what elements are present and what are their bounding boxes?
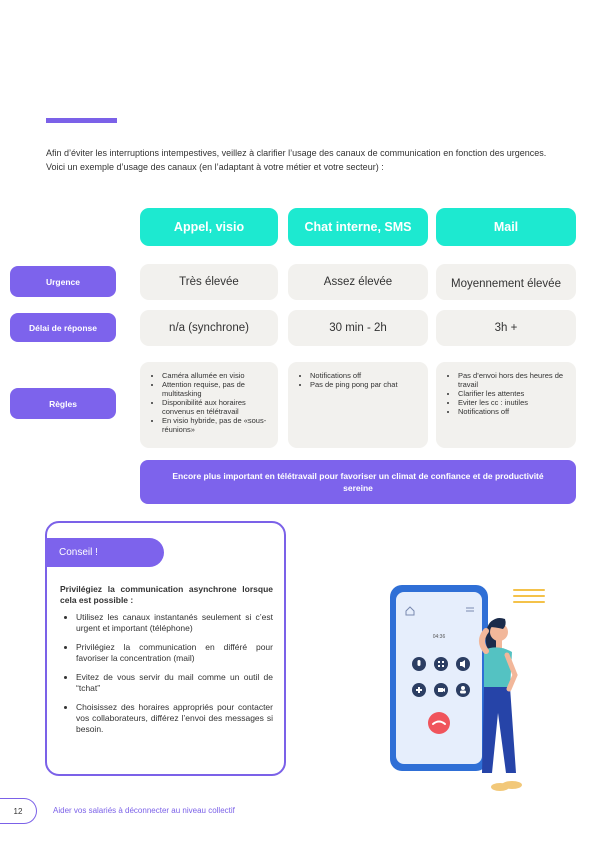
cell-delai-mail: 3h + — [436, 310, 576, 346]
row-label-urgence: Urgence — [10, 266, 116, 297]
phone-screen — [396, 592, 482, 764]
call-time: 04:36 — [432, 634, 446, 640]
list-item: • Clarifier les attentes — [458, 389, 568, 398]
list-item: • Disponibilité aux horaires convenus en télétravail — [162, 398, 270, 416]
woman-figure — [482, 618, 522, 791]
list-item: • Pas de ping pong par chat — [310, 380, 420, 389]
list-item: • Attention requise, pas de multitasking — [162, 380, 270, 398]
column-header-mail: Mail — [436, 208, 576, 246]
list-item: • Caméra allumée en visio — [162, 371, 270, 380]
conseil-title: Privilégiez la communication asynchrone lorsque cela est possible : — [60, 584, 273, 605]
phone-call-illustration — [380, 575, 550, 800]
page-number: 12 — [0, 798, 37, 824]
cell-urgence-chat: Assez élevée — [288, 264, 428, 300]
cell-delai-call: n/a (synchrone) — [140, 310, 278, 346]
list-item: • Notifications off — [310, 371, 420, 380]
decor-lines — [514, 590, 544, 602]
conseil-item: • Choisissez des horaires appropriés pour contacter vos collaborateurs, différez l’envoi des messages si besoin. — [76, 702, 273, 735]
list-item: • En visio hybride, pas de «sous-réunions» — [162, 416, 270, 434]
accent-bar — [46, 118, 117, 123]
conseil-item: • Privilégiez la communication en différé pour favoriser la concentration (mail) — [76, 642, 273, 664]
column-header-chat: Chat interne, SMS — [288, 208, 428, 246]
cell-regles-call — [140, 362, 278, 448]
cell-urgence-mail: Moyennement élevée — [436, 264, 576, 300]
conseil-tab: Conseil ! — [45, 538, 164, 567]
hang-up-icon — [428, 712, 450, 734]
intro-paragraph: Afin d’éviter les interruptions intempestives, veillez à clarifier l’usage des canaux de communication en fonction des urgences. Voici un exemple d’usage des canaux (en l’adaptant à votre métier et votre secteur) : — [46, 148, 547, 172]
list-item: • Pas d’envoi hors des heures de travail — [458, 371, 568, 389]
banner-text: Encore plus important en télétravail pour favoriser un climat de confiance et de productivité sereine — [172, 471, 544, 493]
column-header-call: Appel, visio — [140, 208, 278, 246]
cell-delai-chat: 30 min - 2h — [288, 310, 428, 346]
telework-banner — [140, 460, 576, 504]
row-label-delai: Délai de réponse — [10, 313, 116, 342]
keypad-icon — [434, 657, 448, 671]
row-label-regles: Règles — [10, 388, 116, 419]
footer-title: Aider vos salariés à déconnecter au niveau collectif — [53, 806, 235, 815]
conseil-item: • Evitez de vous servir du mail comme un outil de “tchat” — [76, 672, 273, 694]
cell-urgence-call: Très élevée — [140, 264, 278, 300]
conseil-item: • Utilisez les canaux instantanés seulement si c’est urgent et important (téléphone) — [76, 612, 273, 634]
list-item: • Notifications off — [458, 407, 568, 416]
list-item: • Eviter les cc : inutiles — [458, 398, 568, 407]
cell-regles-mail — [436, 362, 576, 448]
conseil-list — [60, 612, 273, 743]
cell-regles-chat — [288, 362, 428, 448]
